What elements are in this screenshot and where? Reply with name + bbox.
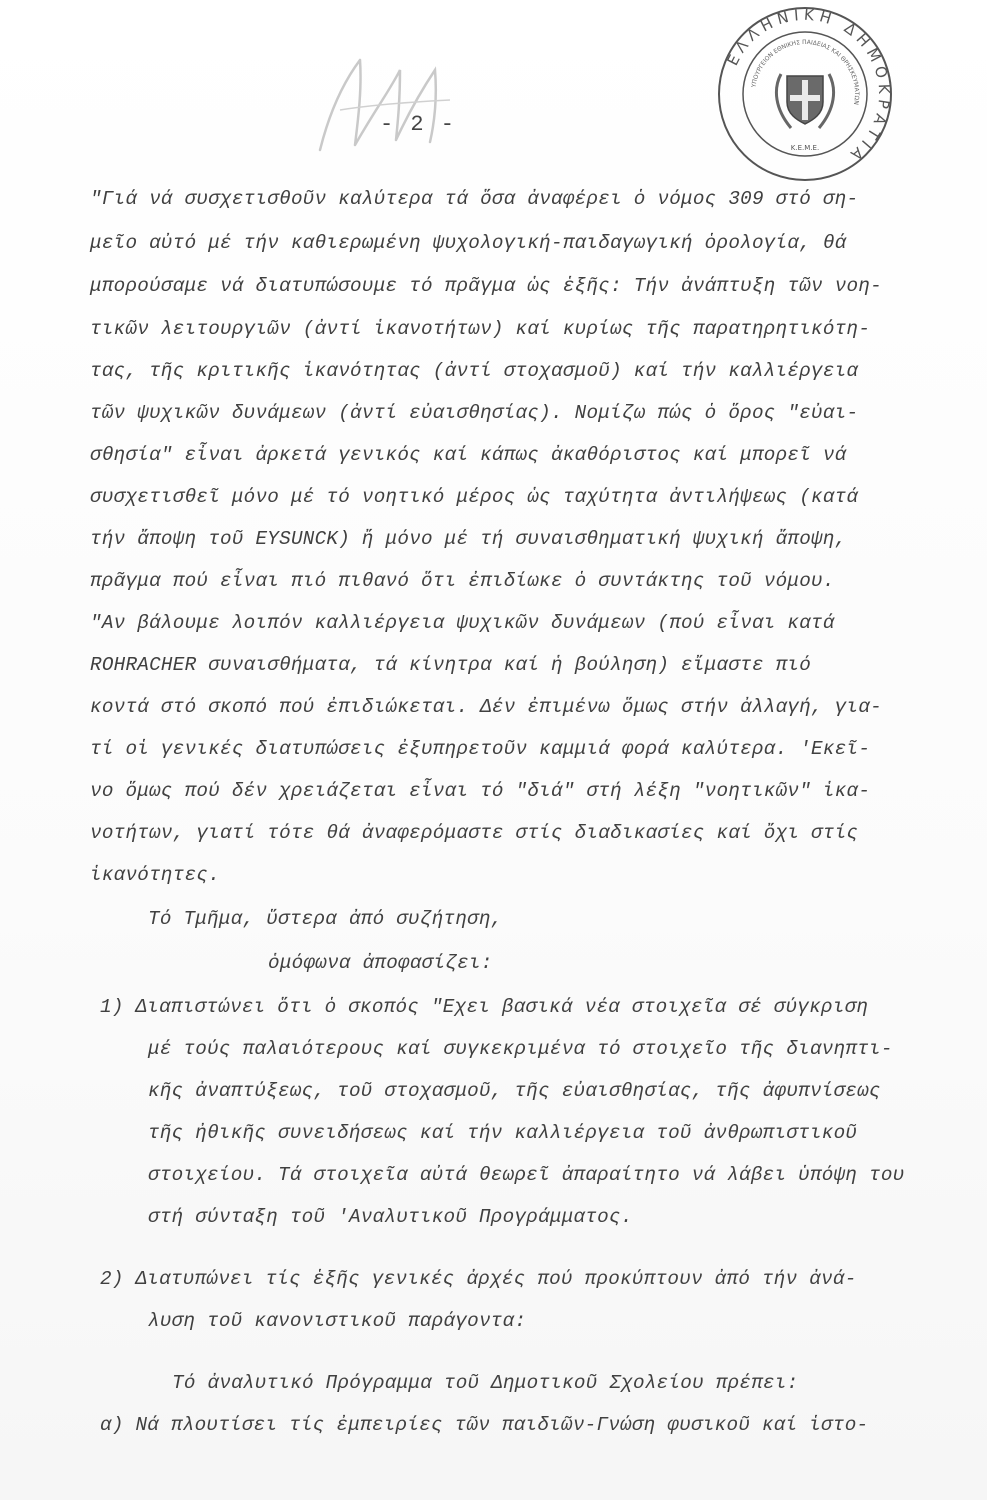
text-line: νο ὅμως πού δέν χρειάζεται εἶναι τό "διά" στή λέξη "νοητικῶν" ἱκα- (90, 780, 871, 802)
text-line: 2) Διατυπώνει τίς ἑξῆς γενικές ἀρχές πού προκύπτουν ἀπό τήν ἀνά- (100, 1268, 857, 1290)
text-line: "Γιά νά συσχετισθοῦν καλύτερα τά ὅσα ἀναφέρει ὁ νόμος 309 στό ση- (90, 188, 859, 210)
stamp-outer-text: ΕΛΛΗΝΙΚΗ ΔΗΜΟΚΡΑΤΙΑ (723, 5, 894, 167)
text-line: λυση τοῦ κανονιστικοῦ παράγοντα: (148, 1310, 527, 1332)
text-line: συσχετισθεῖ μόνο μέ τό νοητικό μέρος ὡς ταχύτητα ἀντιλήψεως (κατά (90, 486, 859, 508)
text-line: τῆς ἠθικῆς συνειδήσεως καί τήν καλλιέργεια τοῦ ἀνθρωπιστικοῦ (148, 1122, 858, 1144)
text-line: "Αν βάλουμε λοιπόν καλλιέργεια ψυχικῶν δυνάμεων (πού εἶναι κατά (90, 612, 835, 634)
stamp-inner-text: ΥΠΟΥΡΓΕΙΟΝ ΕΘΝΙΚΗΣ ΠΑΙΔΕΙΑΣ ΚΑΙ ΘΡΗΣΚΕΥΜΑΤΩΝ (750, 38, 861, 106)
text-line: μπορούσαμε νά διατυπώσουμε τό πρᾶγμα ὡς ἑξῆς: Τήν ἀνάπτυξη τῶν νοη- (90, 275, 882, 297)
text-line: Τό ἀναλυτικό Πρόγραμμα τοῦ Δημοτικοῦ Σχολείου πρέπει: (172, 1372, 799, 1394)
text-line: τῶν ψυχικῶν δυνάμεων (ἀντί εὐαισθησίας). Νομίζω πώς ὁ ὅρος "εὐαι- (90, 402, 859, 424)
text-line: α) Νά πλουτίσει τίς ἐμπειρίες τῶν παιδιῶν-Γνώση φυσικοῦ καί ἱστο- (100, 1414, 869, 1436)
text-line: κῆς ἀναπτύξεως, τοῦ στοχασμοῦ, τῆς εὐαισθησίας, τῆς ἀφυπνίσεως (148, 1080, 881, 1102)
text-line: τί οἱ γενικές διατυπώσεις ἐξυπηρετοῦν καμμιά φορά καλύτερα. 'Εκεῖ- (90, 738, 871, 760)
text-line: ROHRACHER συναισθήματα, τά κίνητρα καί ἡ βούληση) εἴμαστε πιό (90, 654, 812, 676)
text-line: ἱκανότητες. (90, 864, 221, 886)
text-line: πρᾶγμα πού εἶναι πιό πιθανό ὅτι ἐπιδίωκε ὁ συντάκτης τοῦ νόμου. (90, 570, 835, 592)
text-line: 1) Διαπιστώνει ὅτι ὁ σκοπός "Εχει βασικά νέα στοιχεῖα σέ σύγκριση (100, 996, 869, 1018)
text-line: μέ τούς παλαιότερους καί συγκεκριμένα τό στοιχεῖο τῆς διανηπτι- (148, 1038, 893, 1060)
text-line: στή σύνταξη τοῦ 'Αναλυτικοῦ Προγράμματος. (148, 1206, 633, 1228)
handwritten-mark (300, 50, 470, 160)
text-line: τήν ἄποψη τοῦ EYSUNCK) ἤ μόνο μέ τή συναισθηματική ψυχική ἄποψη, (90, 528, 847, 550)
text-line: τικῶν λειτουργιῶν (ἀντί ἱκανοτήτων) καί κυρίως τῆς παρατηρητικότη- (90, 318, 871, 340)
text-line: νοτήτων, γιατί τότε θά ἀναφερόμαστε στίς διαδικασίες καί ὄχι στίς (90, 822, 859, 844)
text-line: σθησία" εἶναι ἀρκετά γενικός καί κάπως ἀκαθόριστος καί μπορεῖ νά (90, 444, 847, 466)
stamp-bottom-text: Κ.Ε.Μ.Ε. (790, 144, 820, 152)
text-line: τας, τῆς κριτικῆς ἱκανότητας (ἀντί στοχασμοῦ) καί τήν καλλιέργεια (90, 360, 859, 382)
page-number: - 2 - (380, 112, 457, 137)
text-line: Τό Τμῆμα, ὕστερα ἀπό συζήτηση, (148, 908, 503, 930)
text-line: ὁμόφωνα ἀποφασίζει: (268, 952, 493, 974)
text-line: μεῖο αὐτό μέ τήν καθιερωμένη ψυχολογική-παιδαγωγική ὁρολογία, θά (90, 232, 847, 254)
coat-of-arms-icon (776, 74, 833, 128)
official-stamp (715, 4, 895, 184)
text-line: στοιχείου. Τά στοιχεῖα αὐτά θεωρεῖ ἀπαραίτητο νά λάβει ὑπόψη του (148, 1164, 905, 1186)
text-line: κοντά στό σκοπό πού ἐπιδιώκεται. Δέν ἐπιμένω ὅμως στήν ἀλλαγή, για- (90, 696, 882, 718)
